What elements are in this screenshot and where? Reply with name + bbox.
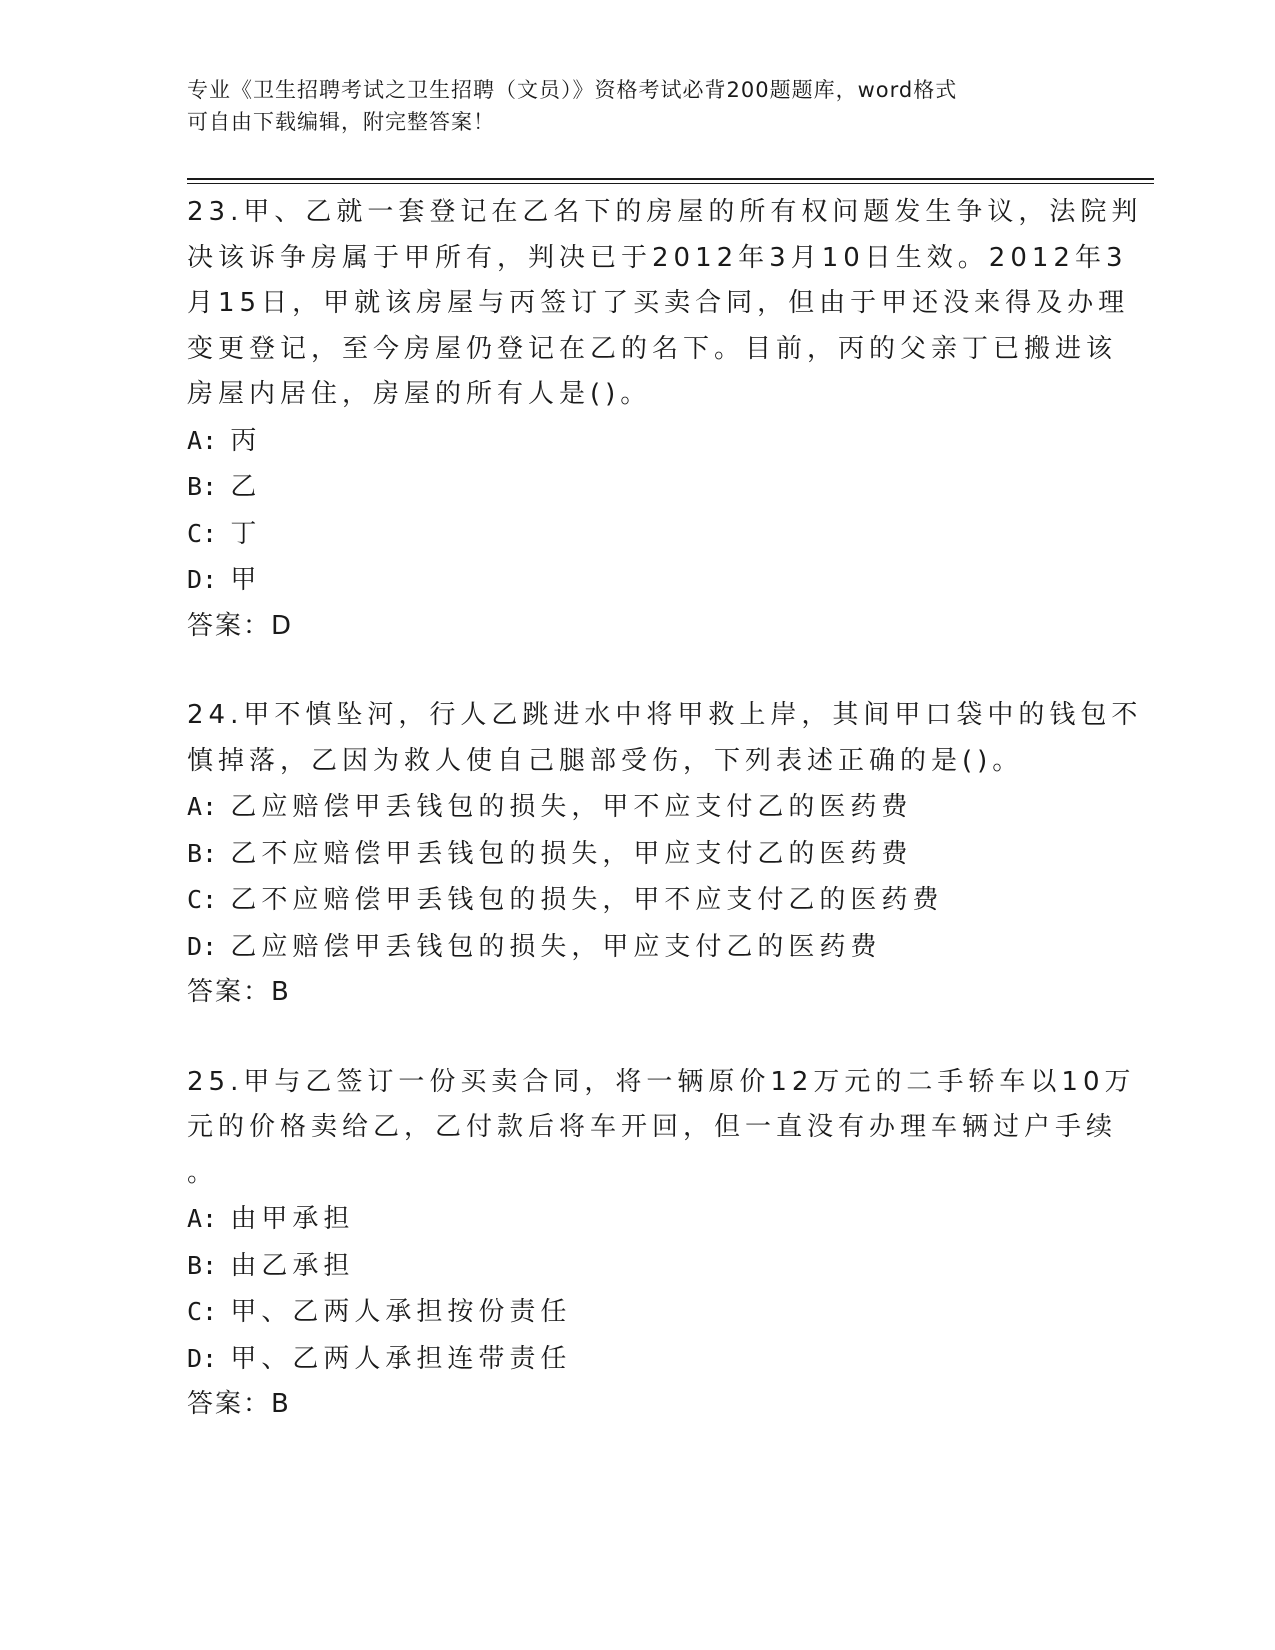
option-text: 乙应赔偿甲丢钱包的损失，甲应支付乙的医药费 bbox=[230, 931, 882, 962]
option-key: D: bbox=[187, 1343, 218, 1373]
option-key: B: bbox=[187, 472, 218, 501]
option-a bbox=[187, 1196, 1087, 1243]
option-text: 乙不应赔偿甲丢钱包的损失，甲应支付乙的医药费 bbox=[230, 838, 913, 869]
question-stem-line: 变更登记，至今房屋仍登记在乙的名下。目前，丙的父亲丁已搬进该 bbox=[187, 333, 1118, 364]
option-key: B: bbox=[187, 1250, 218, 1280]
question-stem-line: 24.甲不慎坠河，行人乙跳进水中将甲救上岸，其间甲口袋中的钱包不 bbox=[187, 700, 1143, 730]
page-header bbox=[187, 74, 1087, 138]
question-list bbox=[187, 190, 1143, 1472]
option-key: A: bbox=[187, 1204, 218, 1233]
option-key: D: bbox=[187, 931, 218, 961]
option-key: C: bbox=[187, 518, 218, 548]
option-text: 乙应赔偿甲丢钱包的损失，甲不应支付乙的医药费 bbox=[230, 792, 913, 822]
option-text: 甲、乙两人承担按份责任 bbox=[230, 1297, 572, 1327]
question-stem-line: 元的价格卖给乙，乙付款后将车开回，但一直没有办理车辆过户手续 bbox=[187, 1112, 1118, 1142]
header-line: 专业《卫生招聘考试之卫生招聘（文员）》资格考试必背200题题库，word格式 bbox=[187, 78, 958, 102]
option-text: 丙 bbox=[230, 425, 262, 456]
option-key: A: bbox=[187, 792, 218, 821]
question-stem-line: 23.甲、乙就一套登记在乙名下的房屋的所有权问题发生争议，法院判 bbox=[187, 197, 1143, 227]
option-a bbox=[187, 784, 1087, 831]
question-stem-line: 房屋内居住，房屋的所有人是()。 bbox=[187, 379, 652, 409]
question-stem-line: 月15日，甲就该房屋与丙签订了买卖合同，但由于甲还没来得及办理 bbox=[187, 288, 1130, 318]
option-a bbox=[187, 418, 1087, 465]
option-text: 由甲承担 bbox=[230, 1204, 355, 1234]
header-line: 可自由下载编辑，附完整答案！ bbox=[187, 110, 495, 134]
question-stem-line: 决该诉争房属于甲所有，判决已于2012年3月10日生效。2012年3 bbox=[187, 242, 1128, 273]
option-d bbox=[187, 1336, 1087, 1383]
answer-line: 答案：B bbox=[187, 1389, 291, 1419]
option-b bbox=[187, 464, 1087, 511]
option-b bbox=[187, 831, 1087, 878]
option-c bbox=[187, 877, 1087, 924]
option-key: C: bbox=[187, 1297, 218, 1326]
question-23 bbox=[187, 190, 1143, 649]
option-key: A: bbox=[187, 425, 218, 455]
answer-line: 答案：B bbox=[187, 977, 291, 1007]
option-text: 乙 bbox=[230, 472, 262, 502]
option-c bbox=[187, 511, 1087, 558]
option-b bbox=[187, 1243, 1087, 1290]
option-text: 乙不应赔偿甲丢钱包的损失，甲不应支付乙的医药费 bbox=[230, 885, 944, 915]
question-stem-line: 慎掉落，乙因为救人使自己腿部受伤，下列表述正确的是()。 bbox=[187, 745, 1024, 776]
answer-line: 答案：D bbox=[187, 610, 294, 641]
option-text: 丁 bbox=[230, 518, 262, 549]
option-text: 甲、乙两人承担连带责任 bbox=[230, 1343, 572, 1374]
question-25 bbox=[187, 1060, 1136, 1428]
option-d bbox=[187, 557, 1087, 604]
option-text: 甲 bbox=[230, 565, 262, 595]
option-c bbox=[187, 1289, 1087, 1336]
header-divider-thick bbox=[187, 178, 1154, 180]
question-24 bbox=[187, 693, 1143, 1016]
question-stem-line: 25.甲与乙签订一份买卖合同，将一辆原价12万元的二手轿车以10万 bbox=[187, 1066, 1136, 1097]
question-stem-line: 。 bbox=[187, 1157, 219, 1188]
option-key: D: bbox=[187, 565, 218, 594]
option-key: B: bbox=[187, 838, 218, 868]
header-divider-thin bbox=[187, 183, 1154, 184]
option-d bbox=[187, 924, 1087, 971]
option-text: 由乙承担 bbox=[230, 1250, 355, 1281]
option-key: C: bbox=[187, 885, 218, 914]
